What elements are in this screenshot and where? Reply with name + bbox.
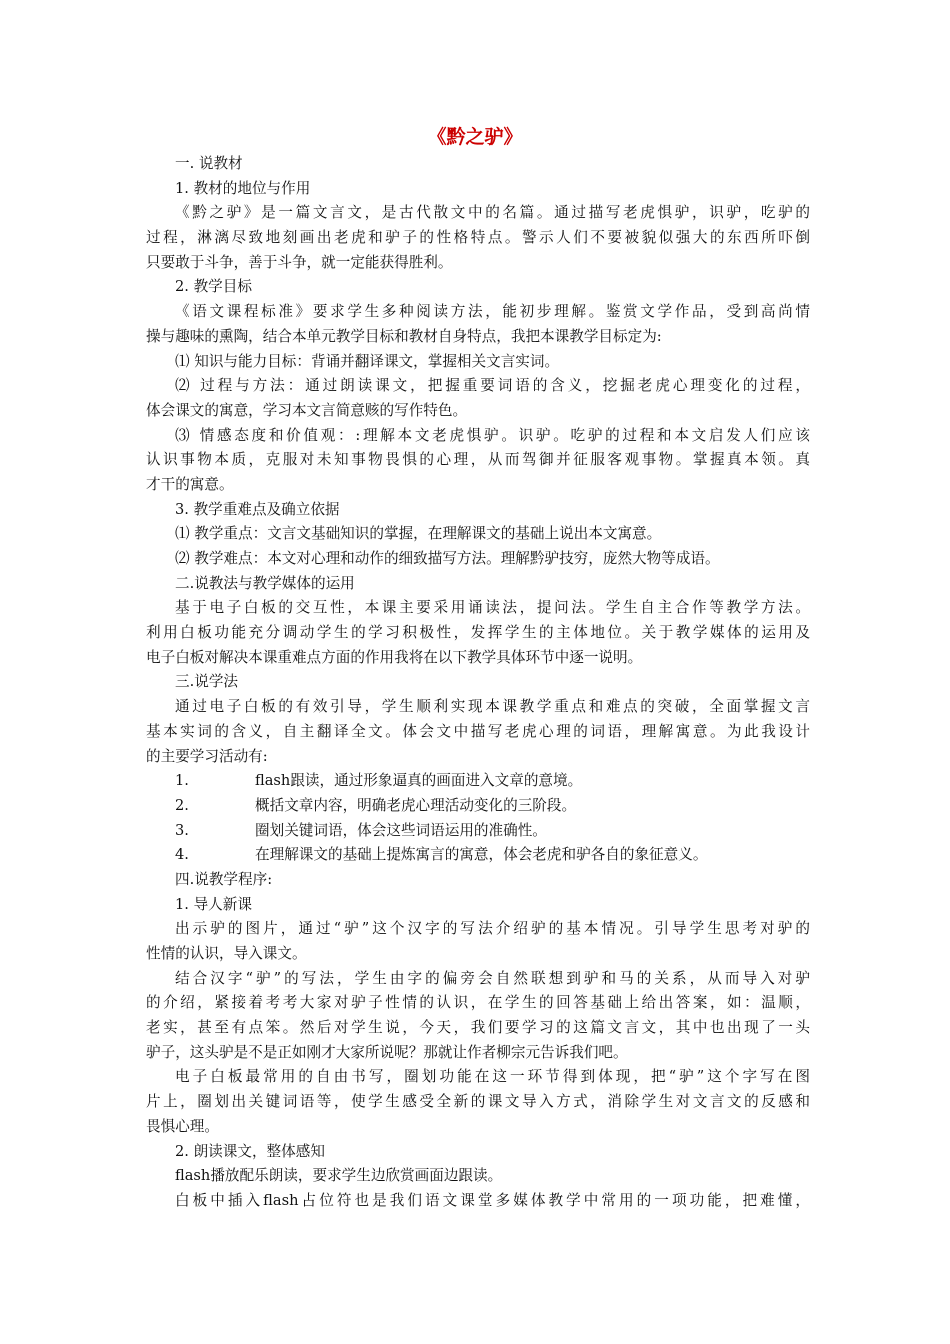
subsection-heading: 2. 朗读课文，整体感知 — [175, 1142, 325, 1160]
item-number: 1. — [175, 772, 189, 790]
paragraph-line: 畏惧心理。 — [146, 1117, 219, 1135]
item-number: 4. — [175, 846, 189, 864]
subsection-heading: 2. 教学目标 — [175, 278, 252, 296]
paragraph-line: 结合汉字“驴”的写法，学生由字的偏旁会自然联想到驴和马的关系，从而导入对驴 — [175, 969, 810, 987]
paragraph-line: 认识事物本质，克服对未知事物畏惧的心理，从而驾御并征服客观事物。掌握真本领。真 — [146, 451, 810, 469]
list-item: ⑶ 情感态度和价值观：:理解本文老虎惧驴。识驴。吃驴的过程和本文启发人们应该 — [175, 426, 810, 444]
paragraph-line: 只要敢于斗争，善于斗争，就一定能获得胜利。 — [146, 253, 453, 271]
item-text: 圈划关键词语，体会这些词语运用的准确性。 — [255, 821, 547, 839]
section-heading: 四.说教学程序: — [175, 870, 273, 888]
paragraph-line: 的主要学习活动有: — [146, 747, 268, 765]
numbered-item — [146, 843, 810, 868]
section-heading: 三.说学法 — [175, 673, 239, 691]
paragraph-line: 电子白板最常用的自由书写，圈划功能在这一环节得到体现，把“驴”这个字写在图 — [175, 1068, 810, 1086]
numbered-item — [146, 794, 810, 819]
document-body — [146, 152, 810, 1214]
item-text: 概括文章内容，明确老虎心理活动变化的三阶段。 — [255, 796, 577, 814]
paragraph-line: 电子白板对解决本课重难点方面的作用我将在以下教学具体环节中逐一说明。 — [146, 648, 643, 666]
item-text: flash跟读，通过形象逼真的画面进入文章的意境。 — [255, 772, 583, 790]
paragraph-line: 片上，圈划出关键词语等，使学生感受全新的课文导入方式，消除学生对文言文的反感和 — [146, 1093, 810, 1111]
item-number: 2. — [175, 796, 189, 814]
paragraph-line: 出示驴的图片，通过“驴”这个汉字的写法介绍驴的基本情况。引导学生思考对驴的 — [175, 920, 810, 938]
paragraph-line: 性情的认识，导入课文。 — [146, 945, 307, 962]
paragraph-line: 基于电子白板的交互性，本课主要采用诵读法，提问法。学生自主合作等教学方法。 — [175, 599, 810, 617]
list-item: ⑴ 教学重点：文言文基础知识的掌握，在理解课文的基础上说出本文寓意。 — [175, 525, 662, 543]
paragraph-line: 的介绍，紧接着考考大家对驴子性情的认识，在学生的回答基础上给出答案，如：温顺， — [146, 994, 810, 1012]
paragraph-line: 《语文课程标准》要求学生多种阅读方法，能初步理解。鉴赏文学作品，受到高尚情 — [175, 303, 810, 321]
paragraph-line: 过程，淋漓尽致地刻画出老虎和驴子的性格特点。警示人们不要被貌似强大的东西所吓倒 — [146, 229, 810, 247]
subsection-heading: 3. 教学重难点及确立依据 — [175, 500, 340, 518]
section-heading: 二.说教法与教学媒体的运用 — [175, 574, 355, 592]
paragraph-line: 基本实词的含义，自主翻译全文。体会文中描写老虎心理的词语，理解寓意。为此我设计 — [146, 722, 810, 740]
numbered-item — [146, 819, 810, 844]
paragraph-line: 体会课文的寓意，学习本文言简意赅的写作特色。 — [146, 401, 468, 419]
paragraph-line: flash播放配乐朗读，要求学生边欣赏画面边跟读。 — [175, 1167, 503, 1185]
list-item: ⑵ 教学难点：本文对心理和动作的细致描写方法。理解黔驴技穷，庞然大物等成语。 — [175, 550, 720, 567]
section-heading: 一. 说教材 — [175, 155, 243, 172]
paragraph-line: 通过电子白板的有效引导，学生顺利实现本课教学重点和难点的突破，全面掌握文言 — [175, 698, 810, 716]
paragraph-line: 白板中插入flash占位符也是我们语文课堂多媒体教学中常用的一项功能，把难懂， — [175, 1191, 810, 1209]
paragraph-line: 老实，甚至有点笨。然后对学生说，今天，我们要学习的这篇文言文，其中也出现了一头 — [146, 1019, 810, 1037]
item-number: 3. — [175, 821, 189, 839]
numbered-item — [146, 769, 810, 794]
list-item: ⑵ 过程与方法：通过朗读课文，把握重要词语的含义，挖掘老虎心理变化的过程， — [175, 377, 810, 395]
paragraph-line: 利用白板功能充分调动学生的学习积极性，发挥学生的主体地位。关于教学媒体的运用及 — [146, 624, 810, 642]
paragraph-line: 《黔之驴》是一篇文言文，是古代散文中的名篇。通过描写老虎惧驴，识驴，吃驴的 — [175, 204, 810, 222]
paragraph-line: 操与趣味的熏陶，结合本单元教学目标和教材自身特点，我把本课教学目标定为: — [146, 327, 662, 345]
paragraph-line: 才干的寓意。 — [146, 475, 234, 493]
subsection-heading: 1. 教材的地位与作用 — [175, 179, 311, 197]
subsection-heading: 1. 导人新课 — [175, 895, 252, 913]
list-item: ⑴ 知识与能力目标：背诵并翻译课文，掌握相关文言实词。 — [175, 352, 560, 370]
document-title: 《黔之驴》 — [427, 126, 523, 148]
paragraph-line: 驴子，这头驴是不是正如刚才大家所说呢？那就让作者柳宗元告诉我们吧。 — [146, 1043, 628, 1061]
item-text: 在理解课文的基础上提炼寓言的寓意，体会老虎和驴各自的象征意义。 — [255, 846, 708, 864]
